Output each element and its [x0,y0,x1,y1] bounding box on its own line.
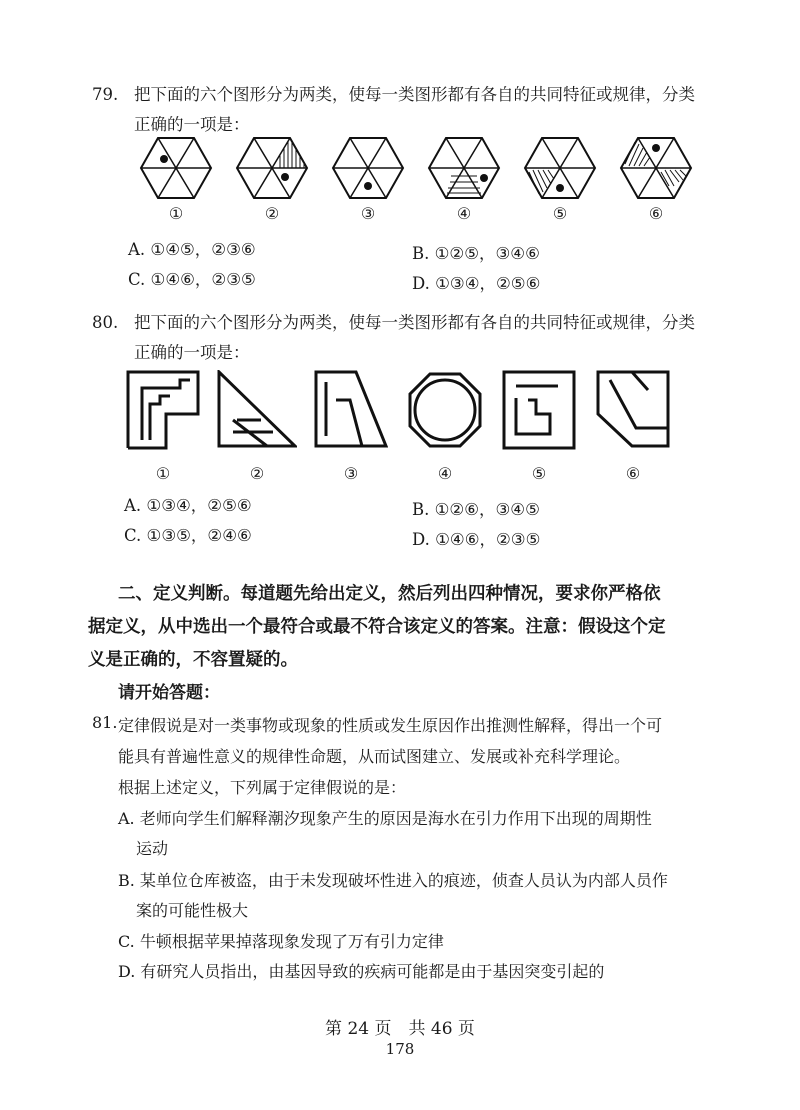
q79-figure-2 [224,136,320,223]
q81-option-a-cont[interactable]: 运动 [136,839,169,858]
hexagon-figure-icon [523,136,597,200]
q80-stem [92,308,716,368]
hexagon-figure-icon [427,136,501,200]
q79-figure-3 [320,136,416,223]
q81-option-b-cont[interactable]: 案的可能性极大 [136,901,249,920]
octagon-circle-figure-icon [408,370,482,450]
q80-figures [116,370,680,483]
q79-stem-line1: 把下面的六个图形分为两类，使每一类图形都有各自的共同特征或规律，分类 [134,85,695,104]
section-heading [88,578,708,677]
q80-option-b[interactable]: B. ①②⑥，③④⑤ [412,500,540,519]
q79-option-a[interactable]: A. ①④⑤，②③⑥ [128,240,256,259]
triangle-figure-icon [217,370,297,450]
q79-figure-1 [128,136,224,223]
q79-option-c[interactable]: C. ①④⑥，②③⑤ [128,270,256,289]
q80-figure-5-label: ⑤ [531,464,547,483]
q80-figure-1 [116,370,210,483]
q80-figure-4 [398,370,492,483]
q79-figure-4 [416,136,512,223]
trapezoid-figure-icon [314,370,388,450]
page-footer: 第 24 页 共 46 页 [325,1019,475,1039]
q80-option-c[interactable]: C. ①③⑤，②④⑥ [124,526,252,545]
q79-figure-2-label: ② [264,204,280,223]
square-steps-figure-icon [502,370,576,450]
q79-figures [128,136,704,223]
q79-figure-6 [608,136,704,223]
q81-option-c[interactable]: C. 牛顿根据苹果掉落现象发现了万有引力定律 [118,932,444,951]
q80-option-d[interactable]: D. ①④⑥，②③⑤ [412,530,541,549]
q81-option-d[interactable]: D. 有研究人员指出，由基因导致的疾病可能都是由于基因突变引起的 [118,962,605,981]
q80-figure-2-label: ② [249,464,265,483]
hexagon-figure-icon [139,136,213,200]
q79-figure-5-label: ⑤ [552,204,568,223]
q79-number: 79. [92,85,119,104]
q79-figure-4-label: ④ [456,204,472,223]
section-heading-line3: 义是正确的，不容置疑的。 [88,650,298,670]
q79-figure-1-label: ① [168,204,184,223]
q80-number: 80. [92,313,119,332]
q80-figure-5 [492,370,586,483]
q80-figure-4-label: ④ [437,464,453,483]
q80-figure-6 [586,370,680,483]
q81-option-b[interactable]: B. 某单位仓库被盗，由于未发现破坏性进入的痕迹，侦查人员认为内部人员作 [118,871,668,890]
q81-option-a[interactable]: A. 老师向学生们解释潮汐现象产生的原因是海水在引力作用下出现的周期性 [118,809,652,828]
q80-figure-3-label: ③ [343,464,359,483]
q79-figure-3-label: ③ [360,204,376,223]
q80-stem-line2: 正确的一项是： [134,343,250,362]
hexagon-figure-icon [619,136,693,200]
q81-definition-line2: 能具有普遍性意义的规律性命题，从而试图建立、发展或补充科学理论。 [118,747,631,766]
q80-figure-3 [304,370,398,483]
page-number: 178 [385,1040,415,1058]
q79-figure-5 [512,136,608,223]
square-stair-figure-icon [126,370,200,450]
q79-figure-6-label: ⑥ [648,204,664,223]
q80-stem-line1: 把下面的六个图形分为两类，使每一类图形都有各自的共同特征或规律，分类 [134,313,695,332]
q80-figure-1-label: ① [155,464,171,483]
q79-option-b[interactable]: B. ①②⑤，③④⑥ [412,244,540,263]
hexagon-figure-icon [235,136,309,200]
q79-option-d[interactable]: D. ①③④，②⑤⑥ [412,274,541,293]
start-answering-label: 请开始答题： [118,683,220,703]
section-heading-line2: 据定义，从中选出一个最符合或最不符合该定义的答案。注意：假设这个定 [88,617,666,637]
q79-stem-line2: 正确的一项是： [134,115,250,134]
cut-square-figure-icon [596,370,670,450]
section-heading-line1: 二、定义判断。每道题先给出定义，然后列出四种情况，要求你严格依 [118,584,661,604]
q80-option-a[interactable]: A. ①③④，②⑤⑥ [124,496,252,515]
q80-figure-6-label: ⑥ [625,464,641,483]
q79-stem [92,80,716,140]
q81-definition-line1: 定律假说是对一类事物或现象的性质或发生原因作出推测性解释，得出一个可 [118,716,663,735]
q80-figure-2 [210,370,304,483]
q81-question: 根据上述定义，下列属于定律假说的是： [118,778,407,797]
hexagon-figure-icon [331,136,405,200]
q81-number: 81. [92,713,118,732]
